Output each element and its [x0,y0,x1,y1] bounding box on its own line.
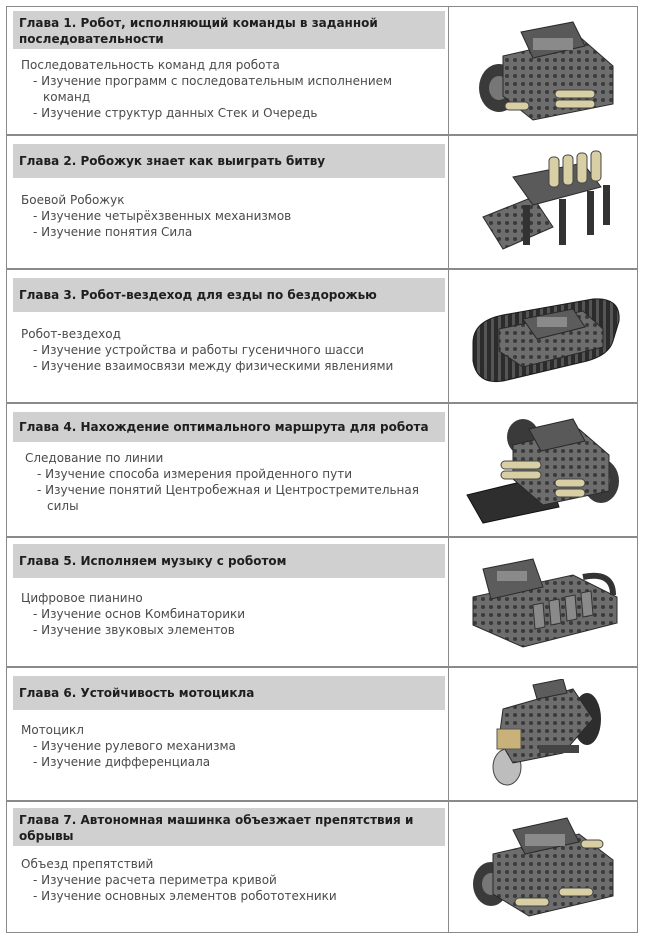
line-follower-robot-icon [463,415,623,525]
chapter-image-cell [448,802,637,932]
robobug-icon [463,147,623,257]
chapter-topic: Последовательность команд для робота [21,58,280,72]
chapter-title: Глава 6. Устойчивость мотоцикла [13,676,445,710]
chapter-item: - Изучение основ Комбинаторики [33,607,246,621]
chapter-title: Глава 4. Нахождение оптимального маршрута для робота [13,412,445,442]
chapter-image-cell [448,7,637,134]
chapter-item: - Изучение способа измерения пройденного пути [37,467,353,481]
chapter-title: Глава 2. Робожук знает как выиграть битву [13,144,445,178]
chapter-text-cell [7,802,449,932]
chapter-text-cell [7,136,449,268]
chapter-body [25,450,442,514]
chapter-body [21,57,442,121]
chapter-item: - Изучение дифференциала [33,755,211,769]
chapter-body [21,192,442,240]
chapter-image-cell [448,136,637,268]
chapter-item: - Изучение устройства и работы гусеничного шасси [33,343,364,357]
chapter-text-cell [7,270,449,402]
chapter-title: Глава 7. Автономная машинка объезжает препятствия и обрывы [13,808,445,846]
chapter-topic: Цифровое пианино [21,591,143,605]
chapter-topic: Мотоцикл [21,723,84,737]
chapter-topic: Боевой Робожук [21,193,125,207]
chapter-row-3 [6,269,638,403]
chapter-item: - Изучение рулевого механизма [33,739,236,753]
chapter-topic: Следование по линии [25,451,164,465]
chapter-title: Глава 5. Исполняем музыку с роботом [13,544,445,578]
chapter-image-cell [448,668,637,800]
chapter-body [21,856,442,904]
chapter-image-cell [448,270,637,402]
chapter-item: - Изучение взаимосвязи между физическими явлениями [33,359,394,373]
chapter-body [21,326,442,374]
chapter-item: - Изучение понятия Сила [33,225,193,239]
autonomous-car-icon [463,812,623,922]
chapter-row-1 [6,6,638,135]
chapter-title: Глава 3. Робот-вездеход для езды по бездорожью [13,278,445,312]
chapter-item: - Изучение структур данных Стек и Очередь [33,106,318,120]
chapter-text-cell [7,538,449,666]
chapter-row-7 [6,801,638,933]
digital-piano-robot-icon [463,547,623,657]
chapter-image-cell [448,538,637,666]
chapter-item: - Изучение основных элементов робототехники [33,889,337,903]
tracked-rover-icon [463,281,623,391]
motorcycle-robot-icon [463,679,623,789]
chapter-item: - Изучение четырёхзвенных механизмов [33,209,292,223]
chapter-row-6 [6,667,638,801]
chapter-text-cell [7,668,449,800]
chapter-item: - Изучение звуковых элементов [33,623,235,637]
chapter-item: - Изучение понятий Центробежная и Центростремительная силы [37,483,419,513]
chapter-item: - Изучение расчета периметра кривой [33,873,277,887]
chapter-body [21,722,442,770]
chapter-row-4 [6,403,638,537]
chapter-row-2 [6,135,638,269]
chapter-topic: Объезд препятствий [21,857,154,871]
chapter-text-cell [7,7,449,134]
chapter-text-cell [7,404,449,536]
wheeled-robot-icon [463,16,623,126]
chapter-row-5 [6,537,638,667]
chapter-image-cell [448,404,637,536]
chapter-topic: Робот-вездеход [21,327,121,341]
chapter-body [21,590,442,638]
chapter-title: Глава 1. Робот, исполняющий команды в заданной последовательности [13,11,445,49]
chapter-item: - Изучение программ с последовательным исполнением команд [33,74,393,104]
